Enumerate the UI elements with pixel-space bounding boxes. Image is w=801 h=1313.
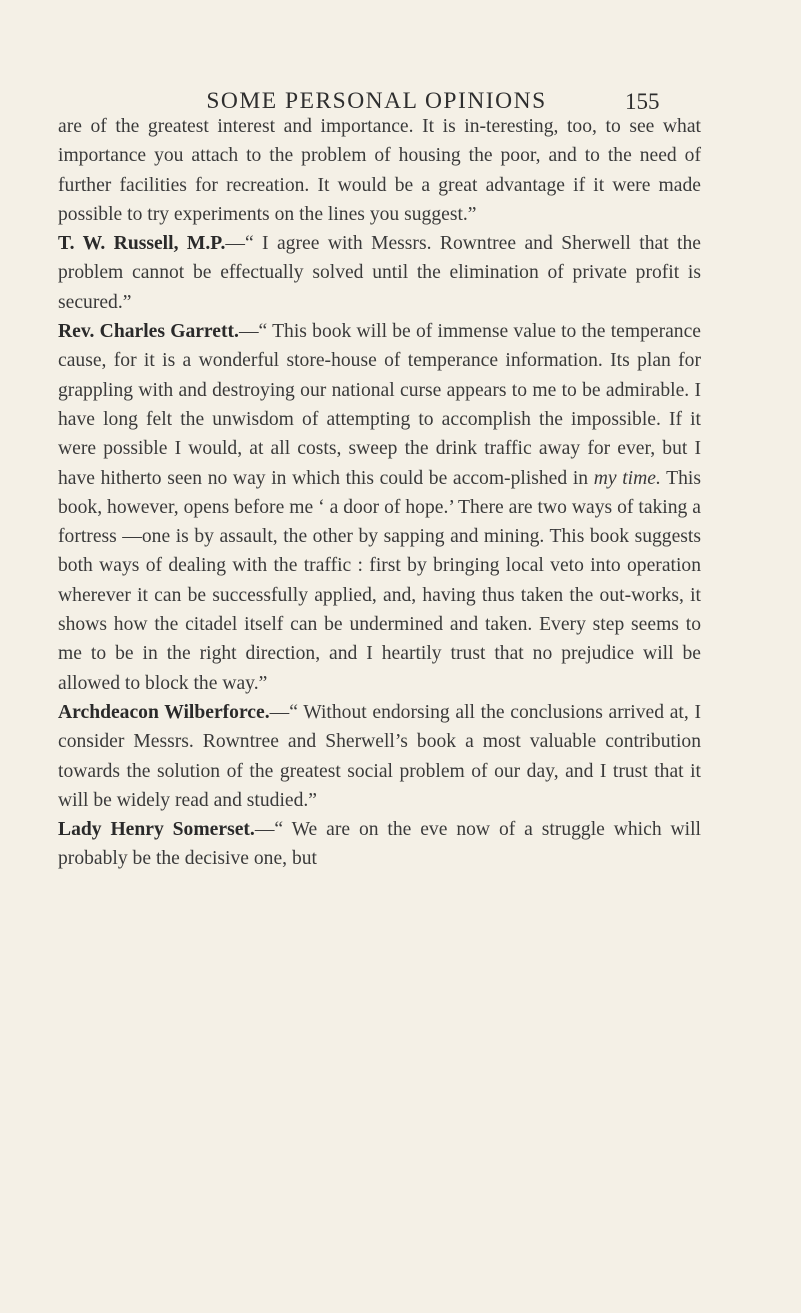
paragraph-text: are of the greatest interest and importance. It is in-teresting, too, to see what importance you attach to the problem of housing the poor, and to the need of further facilities for recreation. It would be a great advantage if it were made possible to try experiments on the lines you suggest.” [58,116,701,225]
paragraph-text: —“ We are on the eve now of a struggle which will probably be the decisive one, but [58,819,701,870]
paragraph [58,815,701,874]
paragraph [58,112,701,229]
running-title: SOME PERSONAL OPINIONS [206,88,547,114]
paragraph-text: —“ This book will be of immense value to the temperance cause, for it is a wonderful store-house of temperance information. Its plan for grappling with and destroying our national curse appears to me to be admirable. I have long felt the unwisdom of attempting to accomplish the impossible. If it were possible I would, at all costs, sweep the drink traffic away for ever, but I have hitherto seen no way in which this could be accom-plished in [58,321,702,489]
paragraph-text: —“ Without endorsing all the conclusions arrived at, I consider Messrs. Rowntree and Sherwell’s book a most valuable contribution towards the solution of the greatest social problem of our day, and I trust that it will be widely read and studied.” [58,701,701,811]
paragraph-text: This book, however, opens before me ‘ a door of hope.’ There are two ways of taking a fortress —one is by assault, the other by sapping and mining. This book suggests both ways of dealing with the traffic : first by bringing local veto into operation wherever it can be successfully applied, and, having thus taken the out-works, it shows how the citadel itself can be undermined and taken. Every step seems to me to be in the right direction, and I heartily trust that no prejudice will be allowed to block the way.” [58,467,701,694]
paragraph-text: —“ I agree with Messrs. Rowntree and Sherwell that the problem cannot be effectually solved until the elimination of private profit is secured.” [58,233,701,313]
speaker-name: Lady Henry Somerset. [58,819,255,841]
body-text [58,112,701,874]
page-number: 155 [625,89,660,114]
speaker-name: Archdeacon Wilberforce. [58,701,270,723]
paragraph [58,698,701,815]
speaker-name: Rev. Charles Garrett. [58,321,239,343]
emphasis-text: my time. [593,467,661,489]
paragraph [58,317,701,698]
speaker-name: T. W. Russell, M.P. [58,233,226,255]
paragraph [58,229,701,317]
